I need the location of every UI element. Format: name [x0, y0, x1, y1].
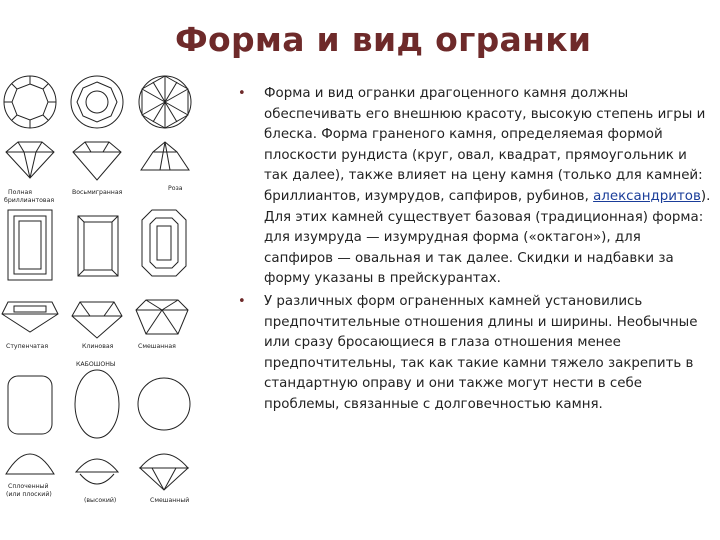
octagon-cut: [142, 210, 186, 276]
bullet-item: [236, 84, 714, 290]
rose-top-view: [139, 76, 191, 128]
label-simple: Сплоченный: [8, 483, 49, 490]
label-mixed: Смешанная: [138, 343, 176, 350]
alexandrite-link[interactable]: александритов: [593, 188, 701, 204]
gem-cuts-illustration: [0, 70, 240, 510]
cabochon-cushion: [8, 376, 52, 434]
cabochon-oval: [75, 370, 119, 438]
step-cut-small: [2, 302, 58, 332]
eight-cut-top-view: [71, 76, 123, 128]
bullet-list: [236, 84, 714, 416]
label-brilliant: Полная: [8, 189, 32, 196]
brilliant-side-view: [6, 142, 54, 178]
cabochon-round: [138, 378, 190, 430]
step-cut-rectangle: [8, 210, 52, 280]
cabochon-double-side: [140, 454, 188, 490]
bullet-text: ). Для этих камней существует базовая (традиционная) форма: для изумруда — изумрудная форма («октагон»), для сапфиров — овальная и так далее. Скидки и надбавки за форму указаны в прейскурантах.: [264, 188, 711, 287]
bullet-text: У различных форм ограненных камней установились предпочтительные отношения длины и ширины. Необычные или сразу бросающиеся в глаза отношения менее предпочтительны, так как такие камни тяжело закрепить в стандартную оправу и они также могут нести в себе проблемы, связанные с долговечностью камня.: [264, 293, 698, 412]
label-eight: Восьмигранная: [72, 189, 123, 196]
bullet-marker: •: [238, 293, 246, 309]
wedge-cut-small: [72, 302, 122, 338]
cabochon-high-side: [76, 459, 118, 484]
brilliant-top-view: [4, 76, 56, 128]
slide-title: Форма и вид огранки: [175, 20, 592, 59]
label-wedge: Клиновая: [82, 343, 114, 350]
bullet-text: Форма и вид огранки драгоценного камня должны обеспечивать его внешнюю красоту, высокую степень игры и блеска. Форма граненого камня, определяемая формой плоскости рундиста (круг, овал, квадрат, прямоугольник и так далее), также влияет на цену камня (только для камней: бриллиантов, изумрудов, сапфиров, рубинов,: [264, 86, 706, 204]
bullet-item: [236, 292, 714, 416]
mixed-cut-small: [136, 300, 188, 334]
emerald-cut-rectangle: [78, 216, 118, 276]
figure-labels: [4, 185, 189, 504]
label-cabochon: КАБОШОНЫ: [76, 361, 116, 368]
rose-side-view: [141, 142, 189, 170]
label-double: Смешанный: [150, 497, 190, 504]
label-step: Ступенчатая: [6, 343, 49, 350]
label-high: (высокий): [84, 497, 117, 504]
cabochon-simple-side: [6, 454, 54, 474]
label-rose: Роза: [168, 185, 183, 192]
eight-cut-side-view: [73, 142, 121, 180]
label-simple-2: (или плоский): [6, 491, 52, 498]
bullet-marker: •: [238, 86, 246, 101]
label-brilliant-2: бриллиантовая: [4, 197, 55, 204]
